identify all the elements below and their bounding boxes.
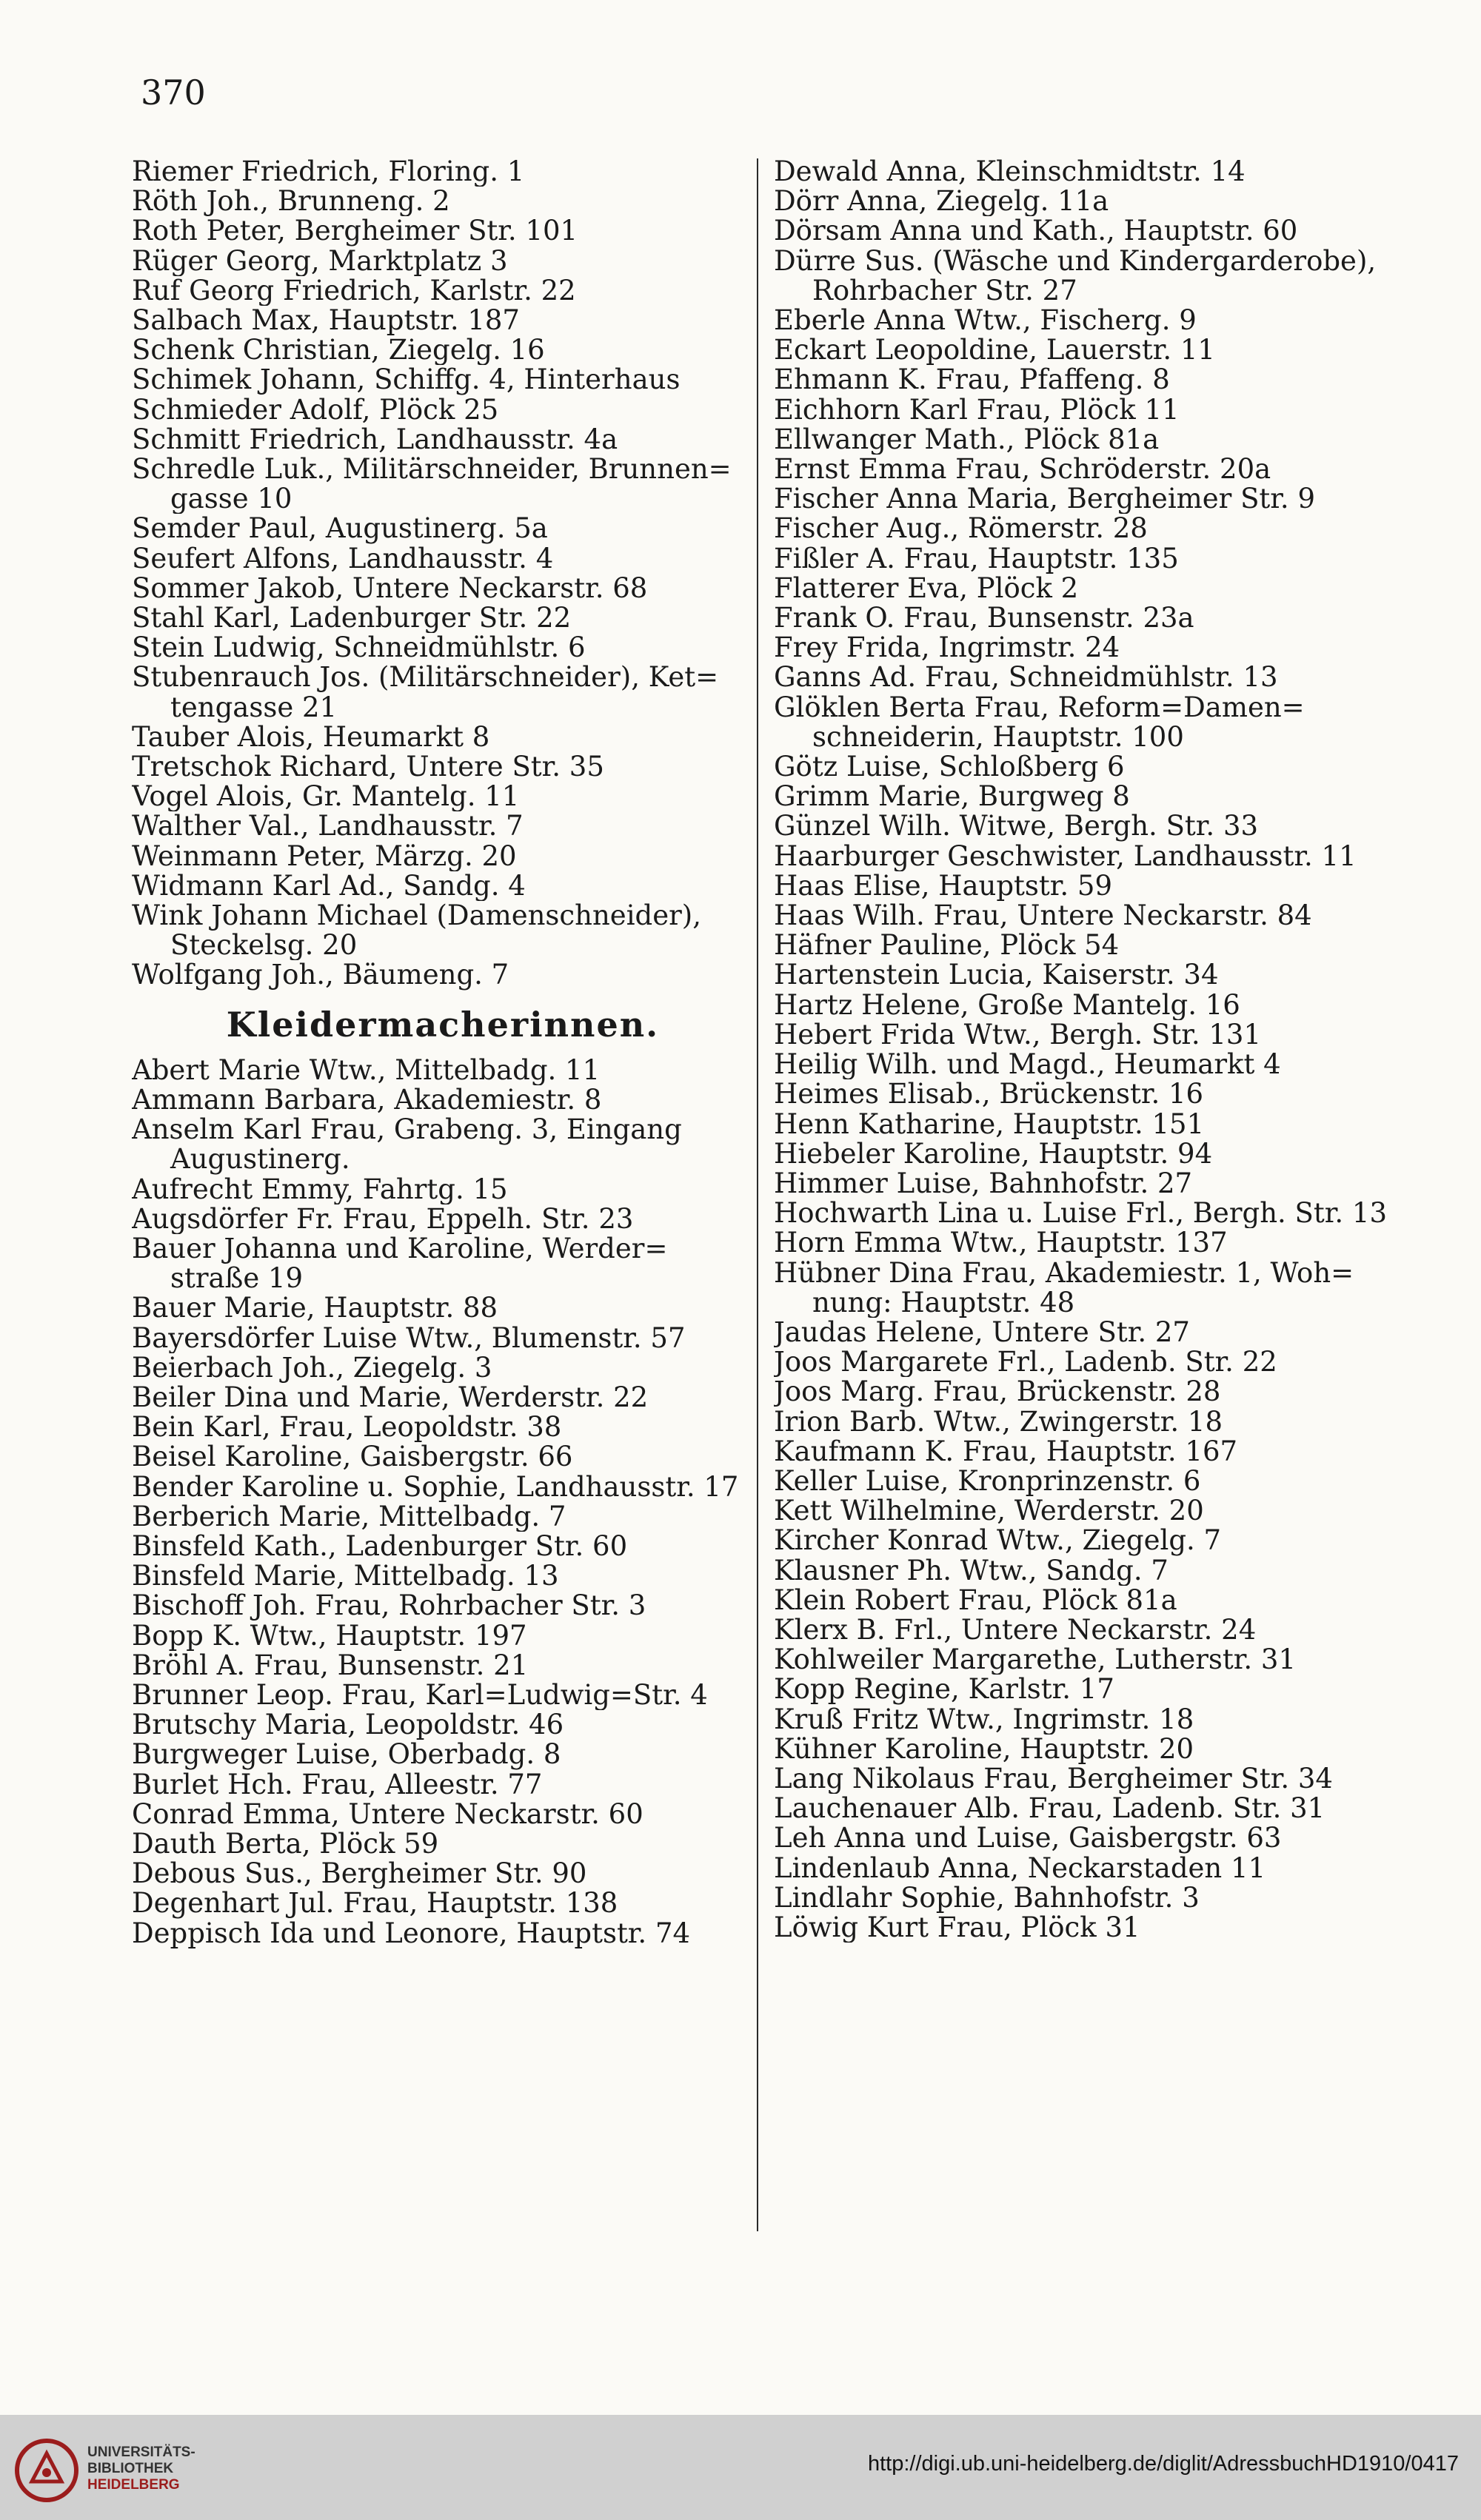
entry-text: Fischer Aug., Römerstr. 28 [774, 514, 1148, 544]
entry-text: Haas Elise, Hauptstr. 59 [774, 871, 1113, 902]
entry-text: Henn Katharine, Hauptstr. 151 [774, 1109, 1205, 1139]
entry-text: Debous Sus., Bergheimer Str. 90 [132, 1859, 587, 1889]
entry-text: Klein Robert Frau, Plöck 81a [774, 1585, 1177, 1615]
entry-text: Hartenstein Lucia, Kaiserstr. 34 [774, 960, 1219, 991]
directory-entry [132, 1651, 754, 1680]
directory-entry [774, 395, 1403, 425]
directory-entry [132, 1889, 754, 1918]
entry-text: Kircher Konrad Wtw., Ziegelg. 7 [774, 1526, 1222, 1556]
entry-text: Ganns Ad. Frau, Schneidmühlstr. 13 [774, 663, 1278, 693]
entry-text: Degenhart Jul. Frau, Hauptstr. 138 [132, 1889, 618, 1919]
directory-entry [132, 811, 754, 841]
entry-text: Sommer Jakob, Untere Neckarstr. 68 [132, 573, 648, 604]
directory-entry [774, 365, 1403, 395]
entry-text: Frey Frida, Ingrimstr. 24 [774, 633, 1120, 663]
entry-text: Dörr Anna, Ziegelg. 11a [774, 187, 1109, 217]
directory-entry [774, 1645, 1403, 1675]
directory-entry [774, 1139, 1403, 1169]
entry-text: Deppisch Ida und Leonore, Hauptstr. 74 [132, 1918, 691, 1948]
entry-text: Tauber Alois, Heumarkt 8 [132, 722, 490, 753]
entry-text: Abert Marie Wtw., Mittelbadg. 11 [132, 1055, 601, 1085]
directory-entry [774, 484, 1403, 514]
entry-text: Salbach Max, Hauptstr. 187 [132, 306, 520, 336]
directory-entry [132, 1085, 754, 1115]
directory-entry [132, 723, 754, 752]
entry-continuation: tengasse 21 [170, 691, 338, 723]
entry-text: Glöklen Berta Frau, Reform=Damen= [774, 692, 1305, 723]
directory-entry [132, 871, 754, 901]
directory-entry [132, 247, 754, 276]
directory-entry [132, 1800, 754, 1829]
directory-entry [774, 1347, 1403, 1377]
entry-text: Lauchenauer Alb. Frau, Ladenb. Str. 31 [774, 1794, 1325, 1824]
directory-entry [774, 1586, 1403, 1615]
directory-entry [132, 216, 754, 246]
entry-text: Schenk Christian, Ziegelg. 16 [132, 335, 545, 366]
entry-text: Frank O. Frau, Bunsenstr. 23a [774, 603, 1194, 634]
entry-text: Burlet Hch. Frau, Alleestr. 77 [132, 1769, 543, 1800]
directory-entry [132, 1204, 754, 1234]
directory-entry [774, 1050, 1403, 1079]
entry-text: Rüger Georg, Marktplatz 3 [132, 246, 508, 276]
entry-text: Brunner Leop. Frau, Karl=Ludwig=Str. 4 [132, 1680, 708, 1711]
entry-text: Augsdörfer Fr. Frau, Eppelh. Str. 23 [132, 1204, 634, 1234]
directory-entry [132, 1770, 754, 1800]
directory-entry [774, 901, 1403, 931]
entry-text: Eichhorn Karl Frau, Plöck 11 [774, 395, 1180, 425]
entry-continuation: straße 19 [170, 1262, 304, 1294]
directory-entry [774, 187, 1403, 216]
directory-entry [774, 1169, 1403, 1199]
entry-text: Günzel Wilh. Witwe, Bergh. Str. 33 [774, 811, 1259, 842]
entry-text: Binsfeld Marie, Mittelbadg. 13 [132, 1561, 559, 1592]
entry-text: Beisel Karoline, Gaisbergstr. 66 [132, 1442, 573, 1472]
directory-entry [774, 1467, 1403, 1496]
directory-entry [132, 544, 754, 574]
column-divider [757, 158, 758, 2231]
library-name-line2: BIBLIOTHEK [87, 2461, 174, 2476]
entry-text: Stein Ludwig, Schneidmühlstr. 6 [132, 633, 586, 663]
directory-entry [132, 1353, 754, 1383]
directory-entry [774, 425, 1403, 455]
section-heading: Kleidermacherinnen. [226, 1004, 660, 1045]
entry-continuation: Steckelsg. 20 [170, 929, 358, 961]
entry-text: Haas Wilh. Frau, Untere Neckarstr. 84 [774, 901, 1312, 931]
entry-text: Haarburger Geschwister, Landhausstr. 11 [774, 841, 1357, 871]
entry-text: Wolfgang Joh., Bäumeng. 7 [132, 960, 509, 991]
directory-entry [132, 365, 754, 395]
directory-entry [774, 1883, 1403, 1913]
directory-entry [132, 1234, 754, 1293]
entry-text: Wink Johann Michael (Damenschneider), [132, 901, 701, 932]
directory-entry [774, 306, 1403, 335]
directory-entry [132, 752, 754, 782]
entry-text: Löwig Kurt Frau, Plöck 31 [774, 1912, 1140, 1943]
entry-text: Leh Anna und Luise, Gaisbergstr. 63 [774, 1823, 1282, 1854]
directory-entry [774, 842, 1403, 871]
directory-entry [132, 1680, 754, 1710]
entry-text: Anselm Karl Frau, Grabeng. 3, Eingang [132, 1115, 682, 1146]
directory-entry [774, 1110, 1403, 1139]
directory-entry [132, 455, 754, 514]
directory-entry [774, 633, 1403, 663]
entry-text: Dürre Sus. (Wäsche und Kindergarderobe), [774, 246, 1377, 277]
library-logo-icon [13, 2437, 80, 2504]
directory-entry [774, 1259, 1403, 1318]
entry-text: Keller Luise, Kronprinzenstr. 6 [774, 1466, 1201, 1497]
entry-text: Bröhl A. Frau, Bunsenstr. 21 [132, 1650, 529, 1680]
entry-text: Hübner Dina Frau, Akademiestr. 1, Woh= [774, 1258, 1354, 1289]
entry-continuation: gasse 10 [170, 483, 292, 515]
directory-entry [774, 1437, 1403, 1467]
entry-text: Dörsam Anna und Kath., Hauptstr. 60 [774, 216, 1298, 247]
directory-entry [774, 782, 1403, 811]
left-column [132, 157, 754, 1948]
right-column [774, 157, 1403, 1943]
directory-entry [132, 187, 754, 216]
entries-right [774, 157, 1403, 1943]
entry-text: Lang Nikolaus Frau, Bergheimer Str. 34 [774, 1763, 1333, 1795]
entry-text: Kett Wilhelmine, Werderstr. 20 [774, 1496, 1204, 1527]
directory-entry [774, 1496, 1403, 1526]
directory-entry [774, 1854, 1403, 1883]
entry-text: Bein Karl, Frau, Leopoldstr. 38 [132, 1413, 562, 1443]
entry-text: Schimek Johann, Schiffg. 4, Hinterhaus [132, 365, 681, 395]
entry-text: Lindlahr Sophie, Bahnhofstr. 3 [774, 1883, 1200, 1913]
entry-text: Kruß Fritz Wtw., Ingrimstr. 18 [774, 1704, 1194, 1735]
directory-entry [774, 1318, 1403, 1347]
entry-text: Dewald Anna, Kleinschmidtstr. 14 [774, 157, 1246, 187]
source-url-link[interactable]: http://digi.ub.uni-heidelberg.de/diglit/AdressbuchHD1910/0417 [867, 2452, 1459, 2476]
entry-text: Irion Barb. Wtw., Zwingerstr. 18 [774, 1407, 1223, 1437]
directory-entry [774, 216, 1403, 246]
directory-entry [774, 1735, 1403, 1764]
entry-text: Ehmann K. Frau, Pfaffeng. 8 [774, 365, 1170, 395]
directory-entry [774, 991, 1403, 1020]
directory-entry [132, 1115, 754, 1174]
entry-text: Heimes Elisab., Brückenstr. 16 [774, 1079, 1204, 1110]
directory-entry [774, 693, 1403, 752]
entry-text: Roth Peter, Bergheimer Str. 101 [132, 216, 578, 247]
entry-text: Götz Luise, Schloßberg 6 [774, 752, 1125, 783]
entry-text: Brutschy Maria, Leopoldstr. 46 [132, 1710, 564, 1740]
directory-entry [132, 335, 754, 365]
entry-text: Berberich Marie, Mittelbadg. 7 [132, 1501, 566, 1532]
entry-text: Beierbach Joh., Ziegelg. 3 [132, 1353, 492, 1383]
directory-entry [774, 574, 1403, 603]
entry-text: Himmer Luise, Bahnhofstr. 27 [774, 1168, 1193, 1199]
directory-entry [774, 514, 1403, 543]
entry-text: Bischoff Joh. Frau, Rohrbacher Str. 3 [132, 1591, 646, 1621]
directory-entry [774, 871, 1403, 901]
entry-text: Bayersdörfer Luise Wtw., Blumenstr. 57 [132, 1323, 686, 1353]
entry-text: Bauer Johanna und Karoline, Werder= [132, 1233, 668, 1264]
directory-entry [132, 395, 754, 425]
entry-text: Riemer Friedrich, Floring. 1 [132, 157, 525, 187]
entry-text: Häfner Pauline, Plöck 54 [774, 931, 1120, 961]
directory-entry [774, 960, 1403, 990]
library-name [87, 2444, 195, 2493]
directory-entry [132, 1740, 754, 1769]
entry-text: Kopp Regine, Karlstr. 17 [774, 1675, 1114, 1705]
entry-text: Fißler A. Frau, Hauptstr. 135 [774, 543, 1179, 574]
entry-text: Ellwanger Math., Plöck 81a [774, 424, 1160, 455]
directory-entry [132, 306, 754, 335]
entry-continuation: Augustinerg. [170, 1143, 350, 1175]
directory-entry [132, 1621, 754, 1651]
directory-entry [774, 1199, 1403, 1228]
entry-text: Binsfeld Kath., Ladenburger Str. 60 [132, 1531, 628, 1562]
entry-text: Jaudas Helene, Untere Str. 27 [774, 1317, 1190, 1348]
entry-text: Joos Marg. Frau, Brückenstr. 28 [774, 1377, 1221, 1407]
entry-continuation: nung: Hauptstr. 48 [812, 1286, 1075, 1318]
directory-entry [132, 1472, 754, 1502]
entry-text: Hochwarth Lina u. Luise Frl., Bergh. Str. 13 [774, 1199, 1387, 1229]
directory-entry [132, 574, 754, 603]
directory-entry [132, 1919, 754, 1948]
entry-text: Klerx B. Frl., Untere Neckarstr. 24 [774, 1615, 1257, 1646]
directory-entry [774, 157, 1403, 187]
entry-text: Klausner Ph. Wtw., Sandg. 7 [774, 1555, 1169, 1586]
entry-text: Burgweger Luise, Oberbadg. 8 [132, 1740, 561, 1770]
library-name-city: HEIDELBERG [87, 2477, 180, 2493]
entry-text: Ernst Emma Frau, Schröderstr. 20a [774, 455, 1271, 485]
directory-entry [132, 960, 754, 990]
directory-entry [774, 603, 1403, 633]
entry-text: Ammann Barbara, Akademiestr. 8 [132, 1085, 602, 1116]
directory-entry [774, 931, 1403, 960]
entry-text: Flatterer Eva, Plöck 2 [774, 573, 1079, 604]
directory-entry [132, 663, 754, 722]
directory-entry [132, 1561, 754, 1591]
directory-entry [774, 1377, 1403, 1407]
entry-text: Ruf Georg Friedrich, Karlstr. 22 [132, 275, 576, 306]
entry-text: Schmieder Adolf, Plöck 25 [132, 395, 499, 425]
entry-text: Seufert Alfons, Landhausstr. 4 [132, 543, 554, 574]
directory-entry [774, 1823, 1403, 1853]
directory-entry [774, 1913, 1403, 1943]
directory-entry [774, 663, 1403, 692]
entry-text: Widmann Karl Ad., Sandg. 4 [132, 871, 526, 902]
directory-entry [132, 514, 754, 543]
directory-entry [132, 633, 754, 663]
directory-entry [132, 276, 754, 306]
entry-text: Kaufmann K. Frau, Hauptstr. 167 [774, 1436, 1238, 1467]
directory-entry [774, 1228, 1403, 1258]
entry-text: Tretschok Richard, Untere Str. 35 [132, 752, 604, 783]
entry-text: Schmitt Friedrich, Landhausstr. 4a [132, 424, 618, 455]
directory-entry [774, 455, 1403, 484]
directory-entry [132, 1413, 754, 1442]
directory-entry [132, 1710, 754, 1740]
directory-entry [774, 752, 1403, 782]
directory-entry [132, 1591, 754, 1621]
directory-entry [774, 1020, 1403, 1050]
page-number: 370 [141, 73, 206, 113]
entries-top [132, 157, 754, 991]
entry-text: Kühner Karoline, Hauptstr. 20 [774, 1734, 1194, 1764]
directory-entry [774, 247, 1403, 306]
directory-entry [132, 782, 754, 811]
directory-entry [774, 1556, 1403, 1586]
entries-bottom [132, 1056, 754, 1948]
entry-text: Stahl Karl, Ladenburger Str. 22 [132, 603, 572, 634]
directory-entry [774, 811, 1403, 841]
entry-text: Lindenlaub Anna, Neckarstaden 11 [774, 1853, 1266, 1883]
entry-text: Bauer Marie, Hauptstr. 88 [132, 1293, 498, 1324]
entry-text: Schredle Luk., Militärschneider, Brunnen= [132, 455, 732, 486]
entry-text: Aufrecht Emmy, Fahrtg. 15 [132, 1174, 508, 1204]
directory-entry [132, 1056, 754, 1085]
directory-entry [774, 1705, 1403, 1735]
directory-entry [132, 1383, 754, 1413]
directory-entry [774, 1615, 1403, 1645]
entry-text: Dauth Berta, Plöck 59 [132, 1829, 439, 1860]
entry-text: Eckart Leopoldine, Lauerstr. 11 [774, 335, 1215, 366]
directory-entry [774, 1407, 1403, 1437]
directory-entry [132, 1293, 754, 1323]
entry-text: Röth Joh., Brunneng. 2 [132, 187, 450, 217]
entry-text: Eberle Anna Wtw., Fischerg. 9 [774, 306, 1197, 336]
directory-entry [132, 1859, 754, 1889]
entry-text: Bopp K. Wtw., Hauptstr. 197 [132, 1621, 527, 1651]
entry-text: Semder Paul, Augustinerg. 5a [132, 514, 548, 544]
directory-entry [774, 1675, 1403, 1704]
directory-entry [132, 157, 754, 187]
entry-text: Hebert Frida Wtw., Bergh. Str. 131 [774, 1019, 1262, 1050]
directory-entry [774, 1079, 1403, 1109]
entry-text: Heilig Wilh. und Magd., Heumarkt 4 [774, 1050, 1281, 1080]
directory-entry [132, 1175, 754, 1204]
footer-bar [0, 2415, 1481, 2520]
directory-entry [774, 544, 1403, 574]
directory-entry [132, 1502, 754, 1532]
entry-continuation: Rohrbacher Str. 27 [812, 274, 1077, 306]
directory-entry [132, 603, 754, 633]
entry-text: Kohlweiler Margarethe, Lutherstr. 31 [774, 1645, 1297, 1675]
directory-entry [132, 901, 754, 960]
directory-entry [774, 1764, 1403, 1794]
directory-entry [132, 1442, 754, 1472]
entry-text: Hiebeler Karoline, Hauptstr. 94 [774, 1139, 1213, 1169]
entry-text: Grimm Marie, Burgweg 8 [774, 782, 1130, 812]
entry-text: Bender Karoline u. Sophie, Landhausstr. 17 [132, 1472, 739, 1502]
directory-entry [132, 842, 754, 871]
entry-text: Walther Val., Landhausstr. 7 [132, 811, 524, 842]
entry-text: Beiler Dina und Marie, Werderstr. 22 [132, 1382, 649, 1413]
directory-entry [774, 1526, 1403, 1555]
entry-text: Fischer Anna Maria, Bergheimer Str. 9 [774, 484, 1315, 515]
entry-text: Stubenrauch Jos. (Militärschneider), Ket= [132, 663, 719, 694]
directory-entry [132, 1324, 754, 1353]
directory-entry [132, 1829, 754, 1859]
entry-text: Joos Margarete Frl., Ladenb. Str. 22 [774, 1347, 1277, 1378]
entry-text: Horn Emma Wtw., Hauptstr. 137 [774, 1228, 1228, 1259]
entry-text: Conrad Emma, Untere Neckarstr. 60 [132, 1799, 643, 1829]
directory-entry [132, 425, 754, 455]
directory-entry [774, 335, 1403, 365]
entry-text: Hartz Helene, Große Mantelg. 16 [774, 990, 1240, 1020]
directory-entry [774, 1794, 1403, 1823]
entry-text: Weinmann Peter, Märzg. 20 [132, 841, 517, 871]
directory-entry [132, 1532, 754, 1561]
entry-continuation: schneiderin, Hauptstr. 100 [812, 720, 1184, 753]
entry-text: Vogel Alois, Gr. Mantelg. 11 [132, 782, 520, 812]
library-name-line1: UNIVERSITÄTS- [87, 2444, 195, 2460]
